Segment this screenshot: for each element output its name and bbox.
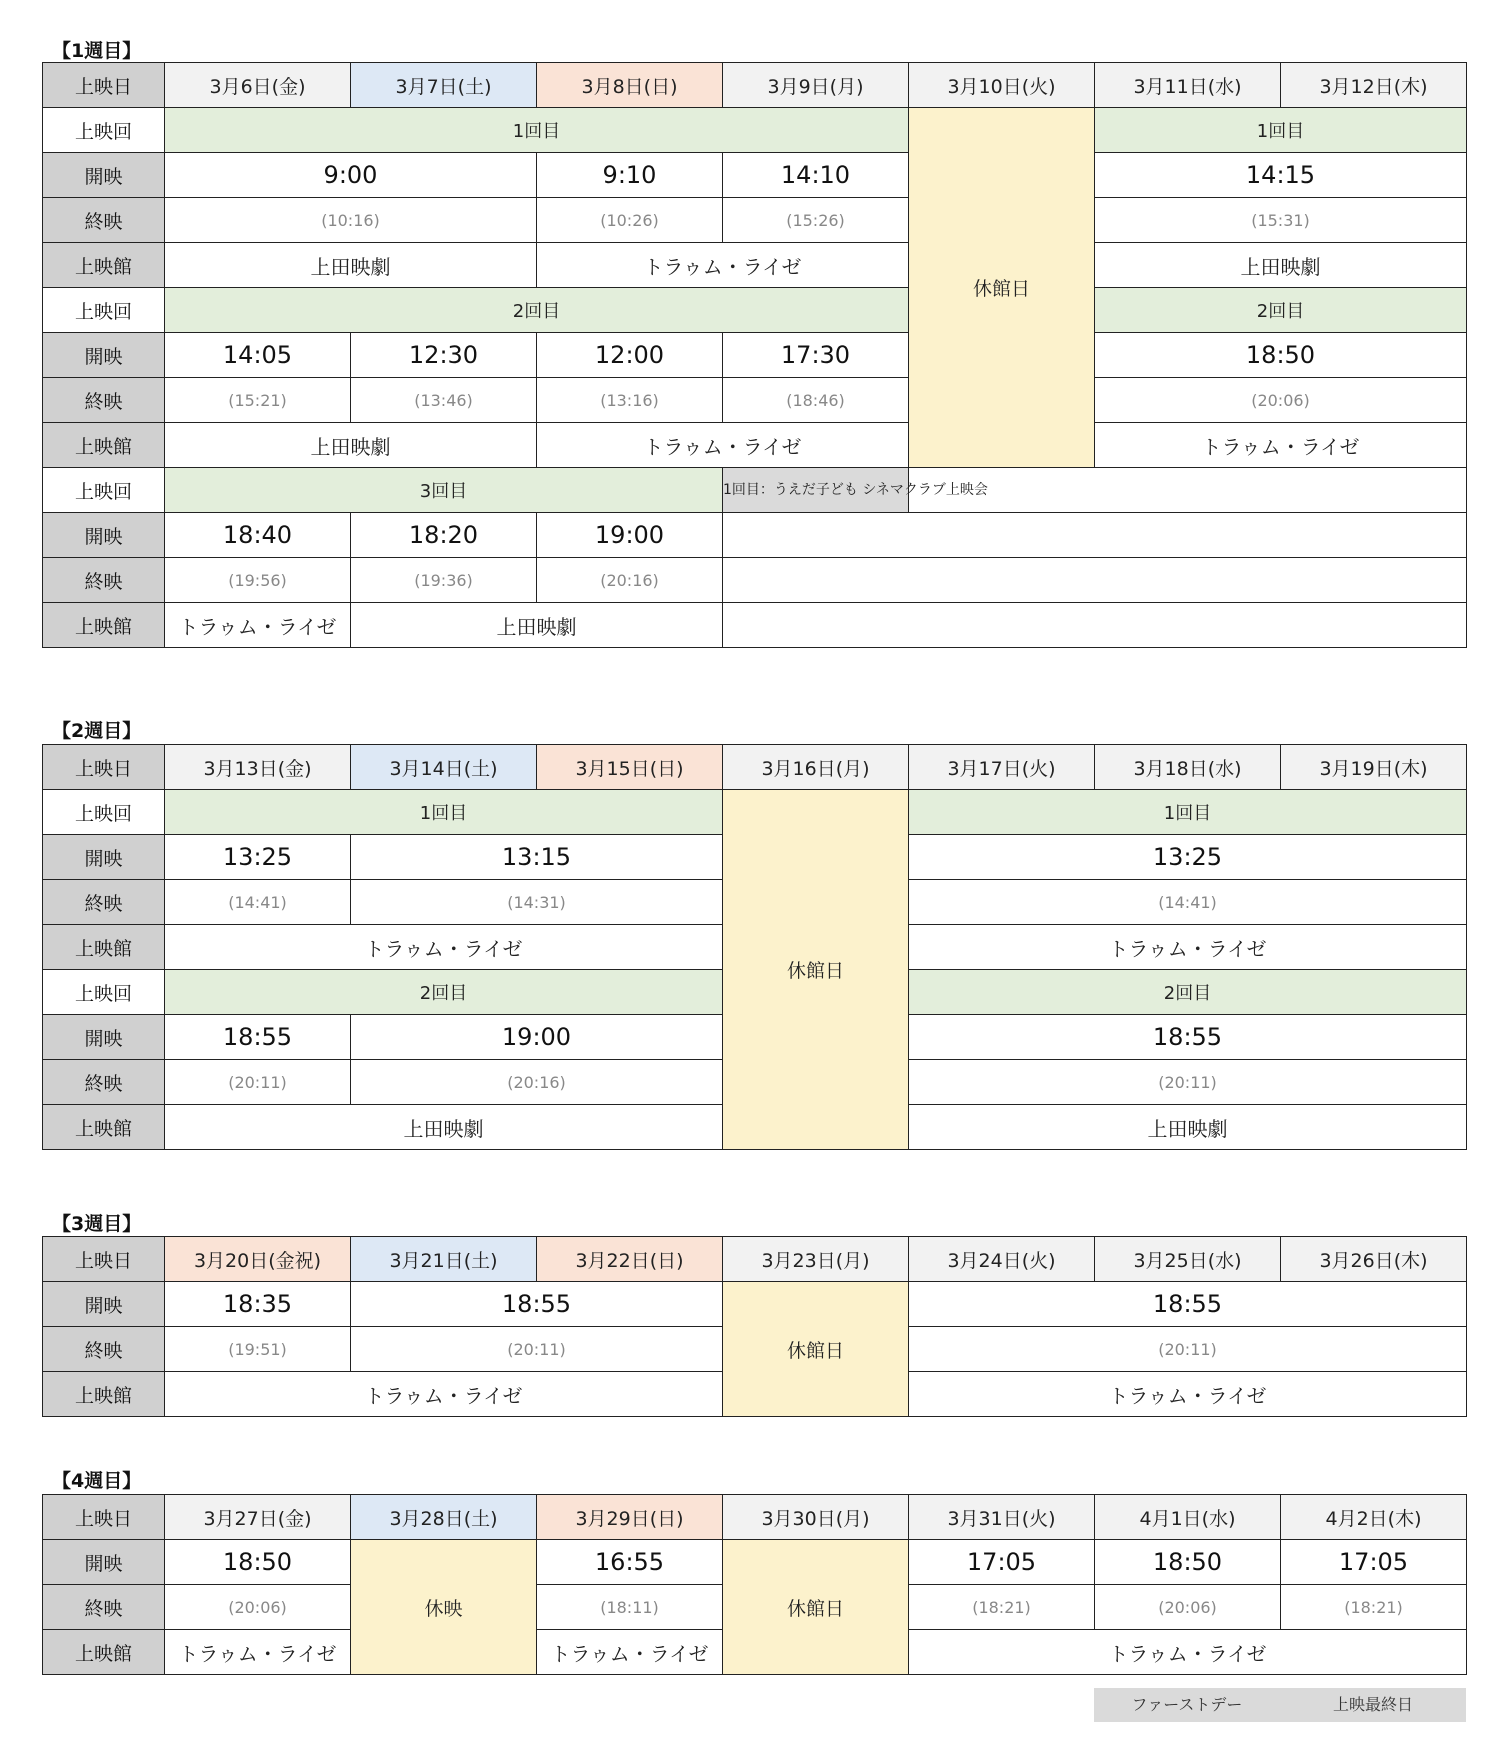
start-time: 9:00 (165, 153, 537, 198)
date-cell-saturday: 3月14日(土) (351, 745, 537, 790)
start-row (43, 513, 1467, 558)
row-header-theater: 上映館 (43, 243, 165, 288)
date-row (43, 745, 1467, 790)
theater-name: トラゥム・ライゼ (537, 423, 909, 468)
start-time: 13:15 (351, 835, 723, 880)
start-time: 14:10 (723, 153, 909, 198)
row-header-end: 終映 (43, 378, 165, 423)
end-time: (14:31) (351, 880, 723, 925)
row-header-start: 開映 (43, 513, 165, 558)
theater-name: トラゥム・ライゼ (165, 925, 723, 970)
date-cell: 3月31日(火) (909, 1495, 1095, 1540)
row-header-end: 終映 (43, 1060, 165, 1105)
end-time: (19:51) (165, 1327, 351, 1372)
empty-area (723, 513, 1467, 558)
row-header-episode: 上映回 (43, 790, 165, 835)
row-header-episode: 上映回 (43, 288, 165, 333)
date-cell: 3月23日(月) (723, 1237, 909, 1282)
date-cell: 3月6日(金) (165, 63, 351, 108)
start-time: 18:55 (165, 1015, 351, 1060)
theater-name: トラゥム・ライゼ (165, 1630, 351, 1675)
date-cell: 3月19日(木) (1281, 745, 1467, 790)
start-time: 18:20 (351, 513, 537, 558)
start-time: 17:05 (1281, 1540, 1467, 1585)
start-time: 13:25 (909, 835, 1467, 880)
start-row (43, 333, 1467, 378)
date-cell: 3月12日(木) (1281, 63, 1467, 108)
theater-name: トラゥム・ライゼ (1095, 423, 1467, 468)
theater-name: トラゥム・ライゼ (165, 1372, 723, 1417)
theater-row (43, 423, 1467, 468)
theater-name: 上田映劇 (165, 243, 537, 288)
episode-label: 1回目 (909, 790, 1467, 835)
start-time: 14:15 (1095, 153, 1467, 198)
episode-label: 1回目 (1095, 108, 1467, 153)
date-cell: 3月24日(火) (909, 1237, 1095, 1282)
row-header-end: 終映 (43, 1327, 165, 1372)
row-header-start: 開映 (43, 1015, 165, 1060)
episode-row (43, 468, 1467, 513)
legend-last-day: 上映最終日 (1280, 1688, 1466, 1722)
end-time: (20:11) (351, 1327, 723, 1372)
week2-title: 【2週目】 (52, 720, 142, 742)
date-cell-holiday: 3月20日(金祝) (165, 1237, 351, 1282)
date-cell: 3月9日(月) (723, 63, 909, 108)
row-header-end: 終映 (43, 558, 165, 603)
date-cell: 3月13日(金) (165, 745, 351, 790)
end-time: (13:46) (351, 378, 537, 423)
start-time: 18:50 (165, 1540, 351, 1585)
theater-name: トラゥム・ライゼ (537, 1630, 723, 1675)
episode-label: 2回目 (1095, 288, 1467, 333)
week1-title: 【1週目】 (52, 40, 142, 62)
episode-label: 2回目 (165, 970, 723, 1015)
start-time: 17:05 (909, 1540, 1095, 1585)
end-row (43, 558, 1467, 603)
end-time: (10:26) (537, 198, 723, 243)
date-cell-sunday: 3月29日(日) (537, 1495, 723, 1540)
start-time: 17:30 (723, 333, 909, 378)
end-time: (20:06) (165, 1585, 351, 1630)
episode-row (43, 288, 1467, 333)
date-cell-sunday: 3月15日(日) (537, 745, 723, 790)
theater-row (43, 243, 1467, 288)
week3-title: 【3週目】 (52, 1213, 142, 1235)
row-header-theater: 上映館 (43, 925, 165, 970)
week1-schedule-table (42, 62, 1467, 648)
date-cell-sunday: 3月22日(日) (537, 1237, 723, 1282)
theater-name: 上田映劇 (1095, 243, 1467, 288)
end-time: (18:21) (909, 1585, 1095, 1630)
row-header-theater: 上映館 (43, 1105, 165, 1150)
start-time: 18:40 (165, 513, 351, 558)
row-header-date: 上映日 (43, 63, 165, 108)
theater-name: トラゥム・ライゼ (165, 603, 351, 648)
row-header-end: 終映 (43, 1585, 165, 1630)
row-header-start: 開映 (43, 1540, 165, 1585)
episode-label: 2回目 (165, 288, 909, 333)
start-time: 19:00 (351, 1015, 723, 1060)
date-cell-sunday: 3月8日(日) (537, 63, 723, 108)
episode-row (43, 108, 1467, 153)
row-header-date: 上映日 (43, 1237, 165, 1282)
start-row (43, 1540, 1467, 1585)
end-time: (19:56) (165, 558, 351, 603)
date-row (43, 1495, 1467, 1540)
row-header-date: 上映日 (43, 745, 165, 790)
end-time: (15:21) (165, 378, 351, 423)
date-cell: 3月10日(火) (909, 63, 1095, 108)
end-time: (14:41) (165, 880, 351, 925)
week4-schedule-table (42, 1494, 1467, 1675)
date-cell: 3月17日(火) (909, 745, 1095, 790)
theater-name: 上田映劇 (351, 603, 723, 648)
week2-schedule-table (42, 744, 1467, 1150)
end-row (43, 378, 1467, 423)
no-screening-cell: 休映 (351, 1540, 537, 1675)
end-time: (15:26) (723, 198, 909, 243)
closed-day-cell: 休館日 (909, 108, 1095, 468)
row-header-theater: 上映館 (43, 423, 165, 468)
start-time: 18:35 (165, 1282, 351, 1327)
start-time: 16:55 (537, 1540, 723, 1585)
row-header-start: 開映 (43, 153, 165, 198)
row-header-theater: 上映館 (43, 603, 165, 648)
end-time: (20:06) (1095, 378, 1467, 423)
start-time: 12:00 (537, 333, 723, 378)
end-row (43, 198, 1467, 243)
week4-title: 【4週目】 (52, 1470, 142, 1492)
row-header-start: 開映 (43, 1282, 165, 1327)
start-time: 14:05 (165, 333, 351, 378)
date-cell: 3月16日(月) (723, 745, 909, 790)
date-cell: 3月11日(水) (1095, 63, 1281, 108)
date-cell: 4月2日(木) (1281, 1495, 1467, 1540)
date-cell-saturday: 3月7日(土) (351, 63, 537, 108)
closed-day-cell: 休館日 (723, 1282, 909, 1417)
closed-day-cell: 休館日 (723, 790, 909, 1150)
date-cell: 4月1日(水) (1095, 1495, 1281, 1540)
date-row (43, 1237, 1467, 1282)
end-time: (14:41) (909, 880, 1467, 925)
theater-name: トラゥム・ライゼ (909, 1372, 1467, 1417)
start-time: 18:50 (1095, 1540, 1281, 1585)
theater-name: 上田映劇 (165, 423, 537, 468)
episode-row (43, 790, 1467, 835)
end-time: (13:16) (537, 378, 723, 423)
end-time: (20:11) (909, 1060, 1467, 1105)
empty-area (909, 468, 1467, 513)
date-cell: 3月30日(月) (723, 1495, 909, 1540)
date-cell: 3月26日(木) (1281, 1237, 1467, 1282)
screening-note: 1回目：うえだ子ども シネマクラブ上映会 (723, 468, 909, 513)
theater-name: 上田映劇 (909, 1105, 1467, 1150)
start-time: 12:30 (351, 333, 537, 378)
row-header-episode: 上映回 (43, 970, 165, 1015)
start-time: 13:25 (165, 835, 351, 880)
end-time: (10:16) (165, 198, 537, 243)
row-header-date: 上映日 (43, 1495, 165, 1540)
theater-row (43, 603, 1467, 648)
date-row (43, 63, 1467, 108)
episode-label: 1回目 (165, 790, 723, 835)
episode-label: 1回目 (165, 108, 909, 153)
end-time: (19:36) (351, 558, 537, 603)
closed-day-cell: 休館日 (723, 1540, 909, 1675)
date-cell: 3月27日(金) (165, 1495, 351, 1540)
start-time: 18:55 (351, 1282, 723, 1327)
episode-label: 3回目 (165, 468, 723, 513)
theater-name: トラゥム・ライゼ (909, 925, 1467, 970)
row-header-theater: 上映館 (43, 1372, 165, 1417)
date-cell-saturday: 3月21日(土) (351, 1237, 537, 1282)
date-cell-saturday: 3月28日(土) (351, 1495, 537, 1540)
row-header-start: 開映 (43, 333, 165, 378)
end-time: (20:11) (165, 1060, 351, 1105)
theater-name: トラゥム・ライゼ (537, 243, 909, 288)
row-header-theater: 上映館 (43, 1630, 165, 1675)
empty-area (723, 603, 1467, 648)
row-header-end: 終映 (43, 198, 165, 243)
theater-name: トラゥム・ライゼ (909, 1630, 1467, 1675)
end-time: (20:16) (351, 1060, 723, 1105)
start-time: 19:00 (537, 513, 723, 558)
start-time: 18:55 (909, 1015, 1467, 1060)
week3-schedule-table (42, 1236, 1467, 1417)
start-row (43, 1282, 1467, 1327)
row-header-start: 開映 (43, 835, 165, 880)
legend-first-day: ファーストデー (1094, 1688, 1280, 1722)
end-time: (20:06) (1095, 1585, 1281, 1630)
row-header-episode: 上映回 (43, 468, 165, 513)
start-time: 18:50 (1095, 333, 1467, 378)
end-time: (20:16) (537, 558, 723, 603)
end-time: (18:46) (723, 378, 909, 423)
end-time: (18:11) (537, 1585, 723, 1630)
start-time: 18:55 (909, 1282, 1467, 1327)
end-time: (15:31) (1095, 198, 1467, 243)
theater-name: 上田映劇 (165, 1105, 723, 1150)
row-header-episode: 上映回 (43, 108, 165, 153)
date-cell: 3月25日(水) (1095, 1237, 1281, 1282)
end-time: (20:11) (909, 1327, 1467, 1372)
start-row (43, 153, 1467, 198)
empty-area (723, 558, 1467, 603)
date-cell: 3月18日(水) (1095, 745, 1281, 790)
row-header-end: 終映 (43, 880, 165, 925)
episode-label: 2回目 (909, 970, 1467, 1015)
end-time: (18:21) (1281, 1585, 1467, 1630)
start-time: 9:10 (537, 153, 723, 198)
